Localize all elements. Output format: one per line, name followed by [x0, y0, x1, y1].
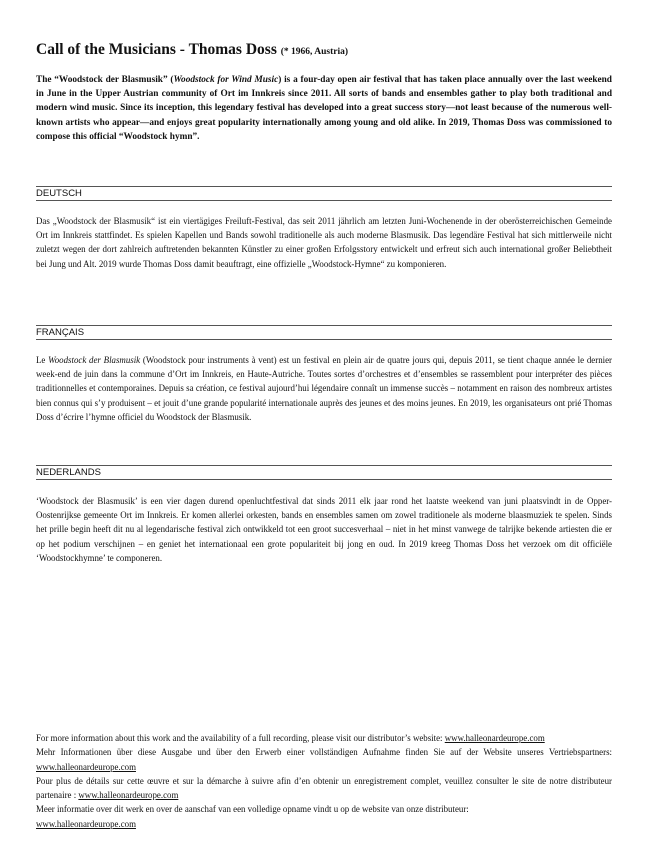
footer-de-link[interactable]: www.halleonardeurope.com	[36, 761, 136, 772]
intro-text-part2: ) is a four-day open air festival that has taken place annually over the last weekend in June in the Upper Austrian community of Ort im Innkreis since 2011. All sorts of bands and ensembles gather to play both traditional and modern wind music. Since its inception, this legendary festival has developed into a great success story—not least because of the numerous well-known artists who appear—and enjoys great popularity internationally among young and old alike. In 2019, Thomas Doss was commissioned to compose this official “Woodstock hymn”.	[36, 75, 612, 142]
title-subtitle: (* 1966, Austria)	[280, 47, 349, 57]
footer-fr-link[interactable]: www.halleonardeurope.com	[78, 790, 179, 801]
intro-italic-title: Woodstock for Wind Music	[173, 75, 279, 85]
footer-en	[36, 731, 612, 745]
section-text-nederlands: ‘Woodstock der Blasmusik’ is een vier dagen durend openluchtfestival dat sinds 2011 elk jaar rond het laatste weekend van juni plaatsvindt in de Opper-Oostenrijkse gemeente Ort im Innkreis. Er komen allerlei orkesten, bands en ensembles samen om zowel traditionele als moderne blaasmuziek te spelen. Sinds het prille begin heeft dit nu al legendarische festival zich ontwikkeld tot een groot succesverhaal – niet in het minst vanwege de talrijke bekende artiesten die er op het podium verschijnen – en geniet het internationaal een grote populariteit bij jong en oud. In 2019 kreeg Thomas Doss het verzoek om dit officiële ‘Woodstockhymne’ te componeren.	[36, 496, 612, 563]
footer-fr-text: Pour plus de détails sur cette œuvre et sur la démarche à suivre afin d’en obtenir un enregistrement complet, veuillez consulter le site de notre distributeur partenaire :	[36, 775, 612, 801]
footer-nl-link[interactable]: www.halleonardeurope.com	[36, 818, 136, 829]
footer-fr	[36, 774, 612, 803]
intro-paragraph	[36, 73, 612, 144]
section-text-deutsch: Das „Woodstock der Blasmusik“ ist ein viertägiges Freiluft-Festival, das seit 2011 jährlich am letzten Juni-Wochenende in der oberösterreichischen Gemeinde Ort im Innkreis stattfindet. Es spielen Kapellen und Bands sowohl traditionelle als auch moderne Blasmusik. Das legendäre Festival hat sich mittlerweile nicht zuletzt wegen der dort zahlreich auftretenden bekannten Künstler zu einer großen Erfolgsstory entwickelt und erfreut sich auch international großer Beliebtheit bei Jung und Alt. 2019 wurde Thomas Doss damit beauftragt, eine offizielle „Woodstock-Hymne“ zu komponieren.	[36, 216, 612, 269]
section-text-francais	[36, 353, 612, 424]
page-title	[36, 41, 348, 59]
footer-en-text: For more information about this work and the availability of a full recording, please visit our distributor’s website:	[36, 733, 445, 743]
francais-text-part2: (Woodstock pour instruments à vent) est un festival en plein air de quatre jours qui, depuis 2011, se tient chaque année le dernier week-end de juin dans la commune d’Ort im Innkreis, en Haute-Autriche. Toutes sortes d’orchestres et d’ensembles se rassemblent pour interpréter des pièces traditionnelles et contemporaines. Depuis sa création, ce festival aujourd’hui légendaire connaît un immense succès – notamment en raison des nombreux artistes bien connus qui s’y produisent – et jouit d’une grande popularité internationale auprès des jeunes et des moins jeunes. En 2019, les organisateurs ont prié Thomas Doss d’écrire l’hymne officiel du Woodstock der Blasmusik.	[36, 355, 612, 422]
footer-nl	[36, 802, 612, 831]
footer-de-text: Mehr Informationen über diese Ausgabe und über den Erwerb einer vollständigen Aufnahme finden Sie auf der Website unseres Vertriebspartners:	[36, 747, 612, 758]
title-main: Call of the Musicians - Thomas Doss	[36, 41, 277, 58]
section-heading-nederlands: NEDERLANDS	[36, 465, 612, 480]
intro-text-part1: The “Woodstock der Blasmusik” (	[36, 75, 174, 85]
footer-en-link[interactable]: www.halleonardeurope.com	[444, 733, 545, 743]
francais-italic-title: Woodstock der Blasmusik	[48, 355, 141, 365]
footer-info	[36, 731, 612, 831]
section-heading-francais: FRANÇAIS	[36, 325, 612, 340]
footer-de	[36, 745, 612, 774]
section-heading-deutsch: DEUTSCH	[36, 186, 612, 201]
footer-nl-text: Meer informatie over dit werk en over de aanschaf van een volledige opname vindt u op de website van onze distributeur:	[36, 804, 469, 815]
francais-text-part1: Le	[36, 355, 49, 365]
